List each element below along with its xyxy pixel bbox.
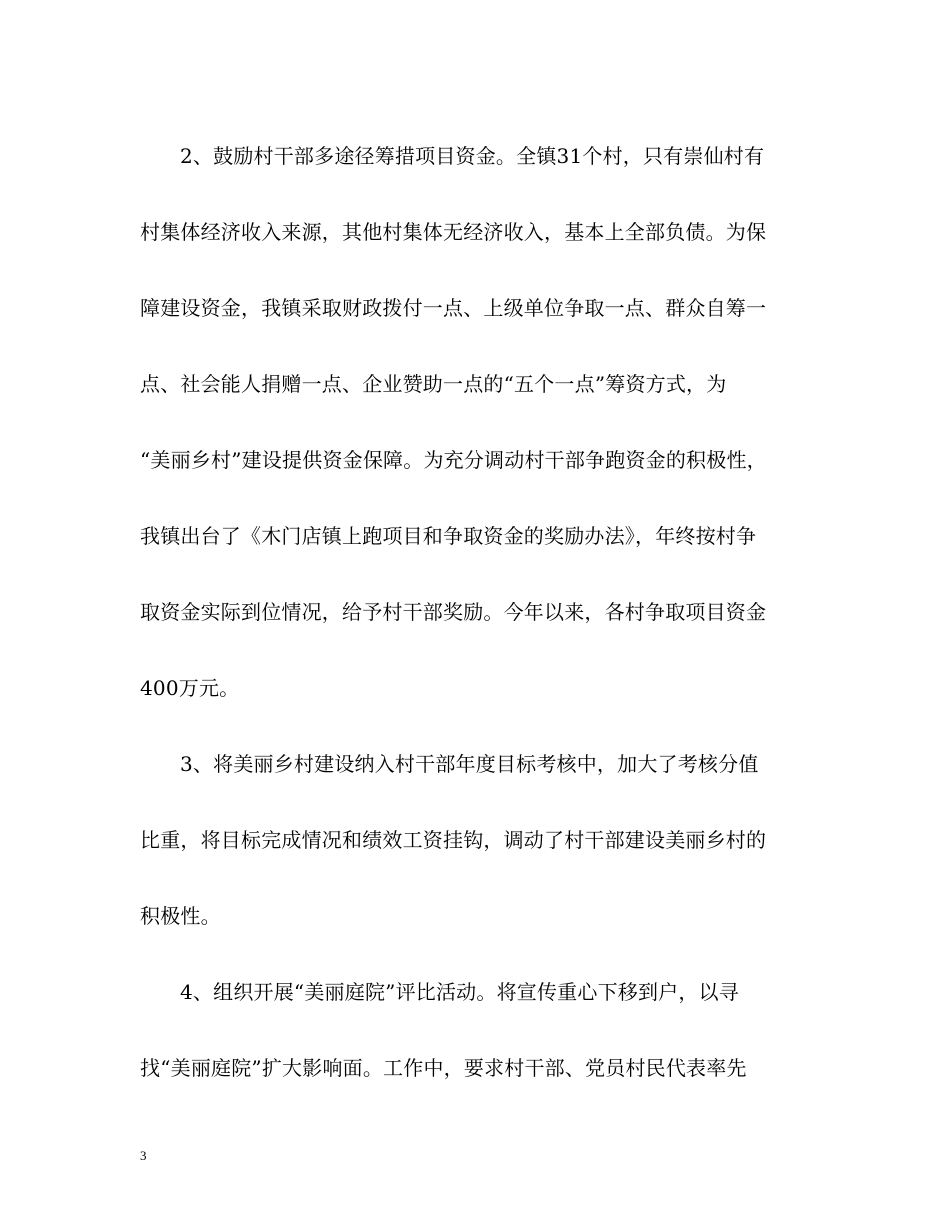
paragraph-2-line-6: 我镇出台了《木门店镇上跑项目和争取资金的奖励办法》，年终按村争 [140,524,757,548]
paragraph-3-line-1: 3、将美丽乡村建设纳入村干部年度目标考核中，加大了考核分值 [180,752,759,776]
paragraph-2-line-7: 取资金实际到位情况，给予村干部奖励。今年以来，各村争取项目资金 [140,600,767,624]
paragraph-4-line-1: 4、组织开展“美丽庭院”评比活动。将宣传重心下移到户，以寻 [180,980,739,1004]
paragraph-2-line-3: 障建设资金，我镇采取财政拨付一点、上级单位争取一点、群众自筹一 [140,296,767,320]
page-number: 3 [140,1148,147,1163]
paragraph-3-line-3: 积极性。 [140,904,221,928]
paragraph-2-line-5: “美丽乡村”建设提供资金保障。为充分调动村干部争跑资金的积极性， [140,448,767,472]
paragraph-2-line-4: 点、社会能人捐赠一点、企业赞助一点的“五个一点”筹资方式，为 [140,372,727,396]
paragraph-2-line-1: 2、鼓励村干部多途径筹措项目资金。全镇31个村，只有崇仙村有 [180,144,765,168]
paragraph-2-line-2: 村集体经济收入来源，其他村集体无经济收入，基本上全部负债。为保 [140,220,767,244]
paragraph-4-line-2: 找“美丽庭院”扩大影响面。工作中，要求村干部、党员村民代表率先 [140,1056,747,1080]
paragraph-2-line-8: 400万元。 [140,676,240,700]
paragraph-3-line-2: 比重，将目标完成情况和绩效工资挂钩，调动了村干部建设美丽乡村的 [140,828,767,852]
